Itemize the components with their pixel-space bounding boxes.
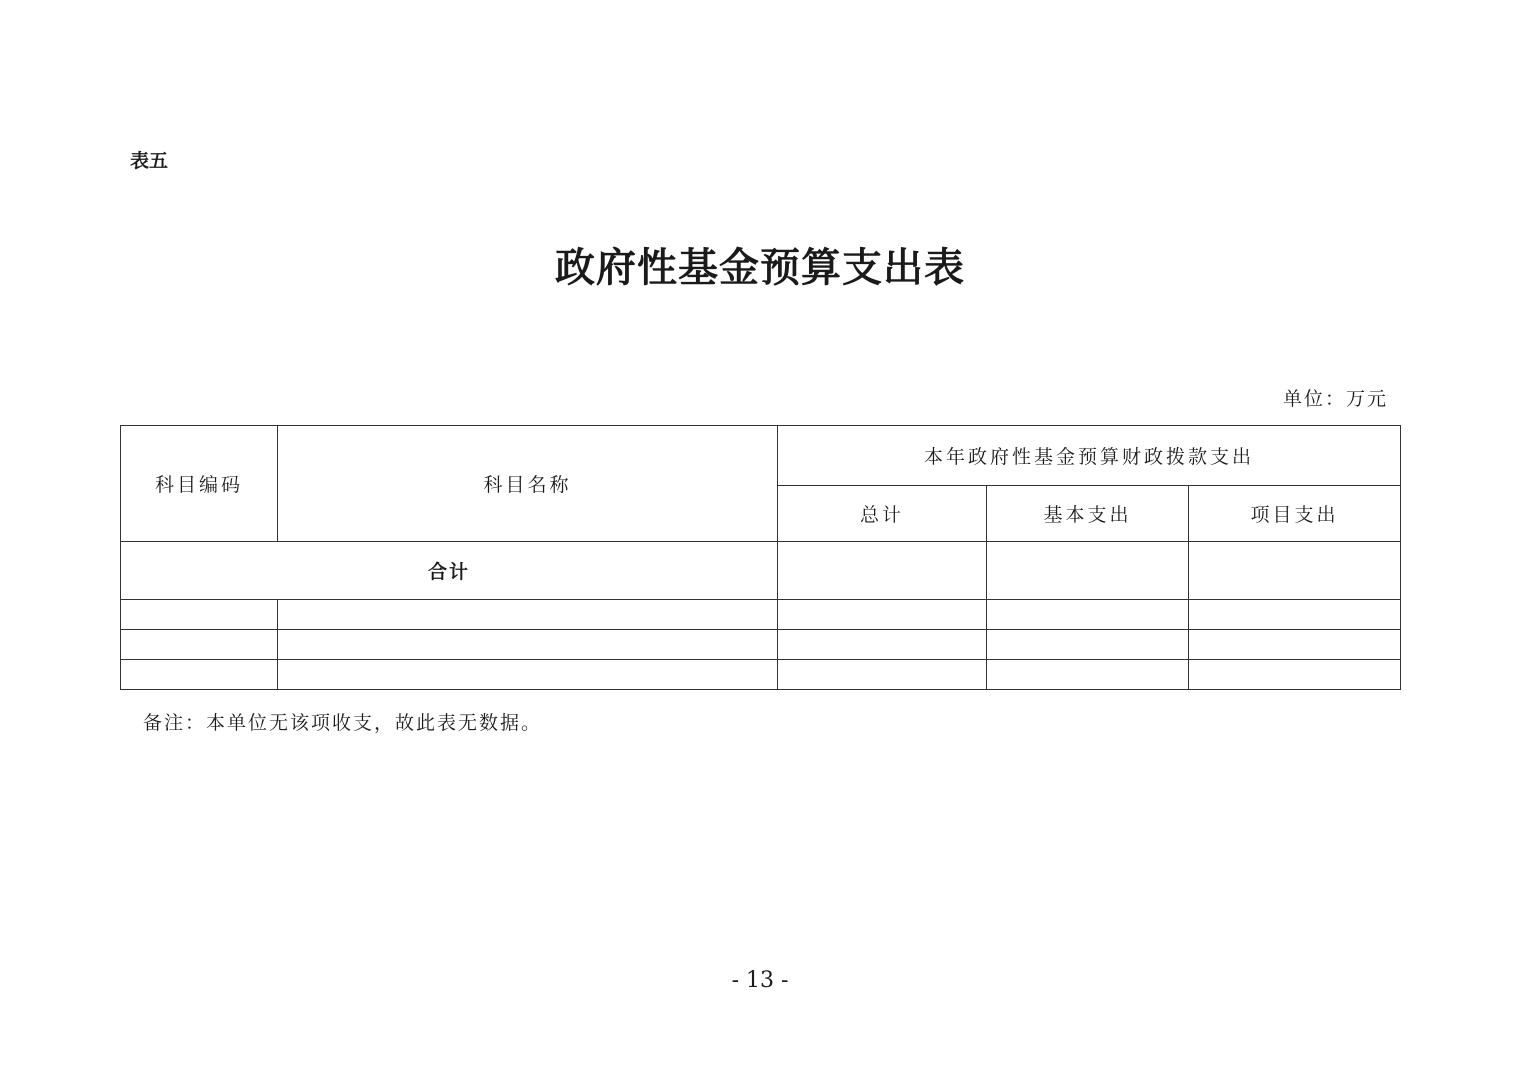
page-title: 政府性基金预算支出表 — [555, 244, 965, 291]
row-basic-cell — [987, 600, 1189, 630]
total-project-cell — [1189, 542, 1401, 600]
table-label: 表五 — [130, 150, 169, 172]
row-basic-cell — [987, 630, 1189, 660]
row-total-cell — [778, 660, 987, 690]
row-project-cell — [1189, 630, 1401, 660]
header-subject-code: 科目编码 — [121, 426, 278, 542]
unit-label: 单位：万元 — [1282, 388, 1388, 410]
total-cell — [778, 542, 987, 600]
table-note: 备注：本单位无该项收支，故此表无数据。 — [143, 712, 543, 734]
row-project-cell — [1189, 600, 1401, 630]
row-basic-cell — [987, 660, 1189, 690]
header-expenditure-group: 本年政府性基金预算财政拨款支出 — [778, 426, 1401, 486]
total-basic-cell — [987, 542, 1189, 600]
row-name-cell — [278, 600, 778, 630]
row-project-cell — [1189, 660, 1401, 690]
page-number: - 13 - — [731, 968, 789, 993]
budget-table — [120, 425, 1401, 690]
row-total-cell — [778, 600, 987, 630]
header-basic-expenditure: 基本支出 — [987, 486, 1189, 542]
header-subject-name: 科目名称 — [278, 426, 778, 542]
table-row — [121, 630, 1401, 660]
row-code-cell — [121, 600, 278, 630]
row-name-cell — [278, 660, 778, 690]
table-row — [121, 600, 1401, 630]
header-total: 总计 — [778, 486, 987, 542]
row-code-cell — [121, 630, 278, 660]
total-row — [121, 542, 1401, 600]
row-total-cell — [778, 630, 987, 660]
header-project-expenditure: 项目支出 — [1189, 486, 1401, 542]
row-code-cell — [121, 660, 278, 690]
row-name-cell — [278, 630, 778, 660]
total-label: 合计 — [121, 542, 778, 600]
header-row-1 — [121, 426, 1401, 486]
table-row — [121, 660, 1401, 690]
